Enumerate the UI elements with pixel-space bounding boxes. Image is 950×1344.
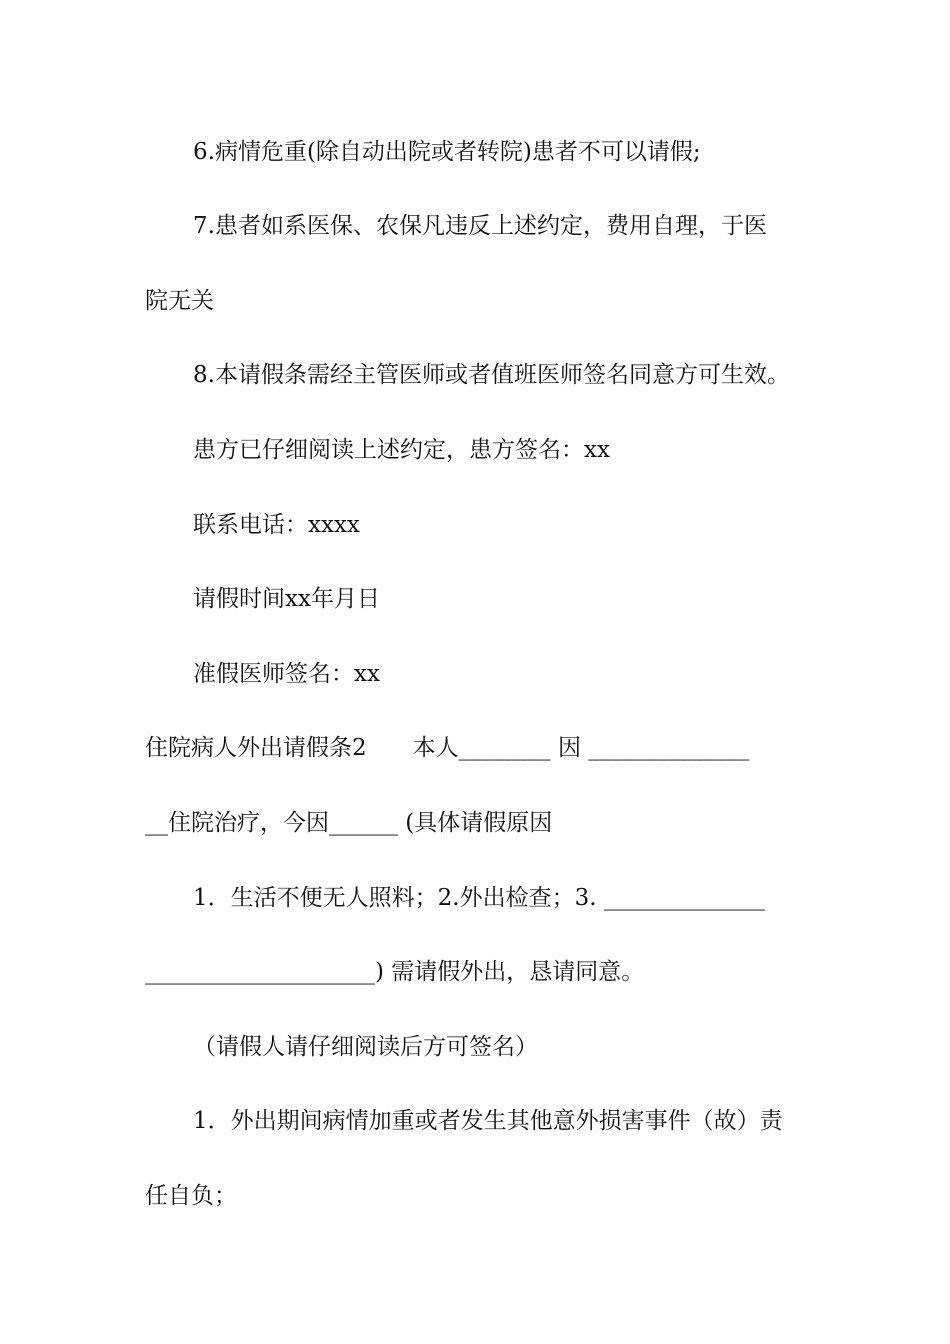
approving-doctor-signature-line: 准假医师签名：xx	[193, 661, 380, 687]
read-before-sign-note: （请假人请仔细阅读后方可签名）	[193, 1034, 538, 1060]
form-2-heading-line: 住院病人外出请假条2 本人________ 因 ______________	[145, 735, 750, 761]
rule-6-line: 6.病情危重(除自动出院或者转院)患者不可以请假;	[193, 139, 701, 165]
form-2-reason-line: __住院治疗，今因______ (具体请假原因	[145, 810, 553, 836]
patient-signature-line: 患方已仔细阅读上述约定，患方签名：xx	[193, 437, 610, 463]
leave-options-line: 1．生活不便无人照料；2.外出检查；3. ______________	[193, 885, 765, 911]
rule-7-continuation: 院无关	[145, 288, 214, 314]
leave-time-line: 请假时间xx年月日	[193, 586, 380, 612]
responsibility-clause-line: 1．外出期间病情加重或者发生其他意外损害事件（故）责	[193, 1108, 783, 1134]
leave-request-line: ____________________) 需请假外出，恳请同意。	[145, 959, 645, 985]
rule-7-line: 7.患者如系医保、农保凡违反上述约定，费用自理，于医	[193, 213, 767, 239]
contact-phone-line: 联系电话：xxxx	[193, 512, 360, 538]
responsibility-clause-continuation: 任自负；	[145, 1183, 237, 1209]
rule-8-line: 8.本请假条需经主管医师或者值班医师签名同意方可生效。	[193, 362, 790, 388]
